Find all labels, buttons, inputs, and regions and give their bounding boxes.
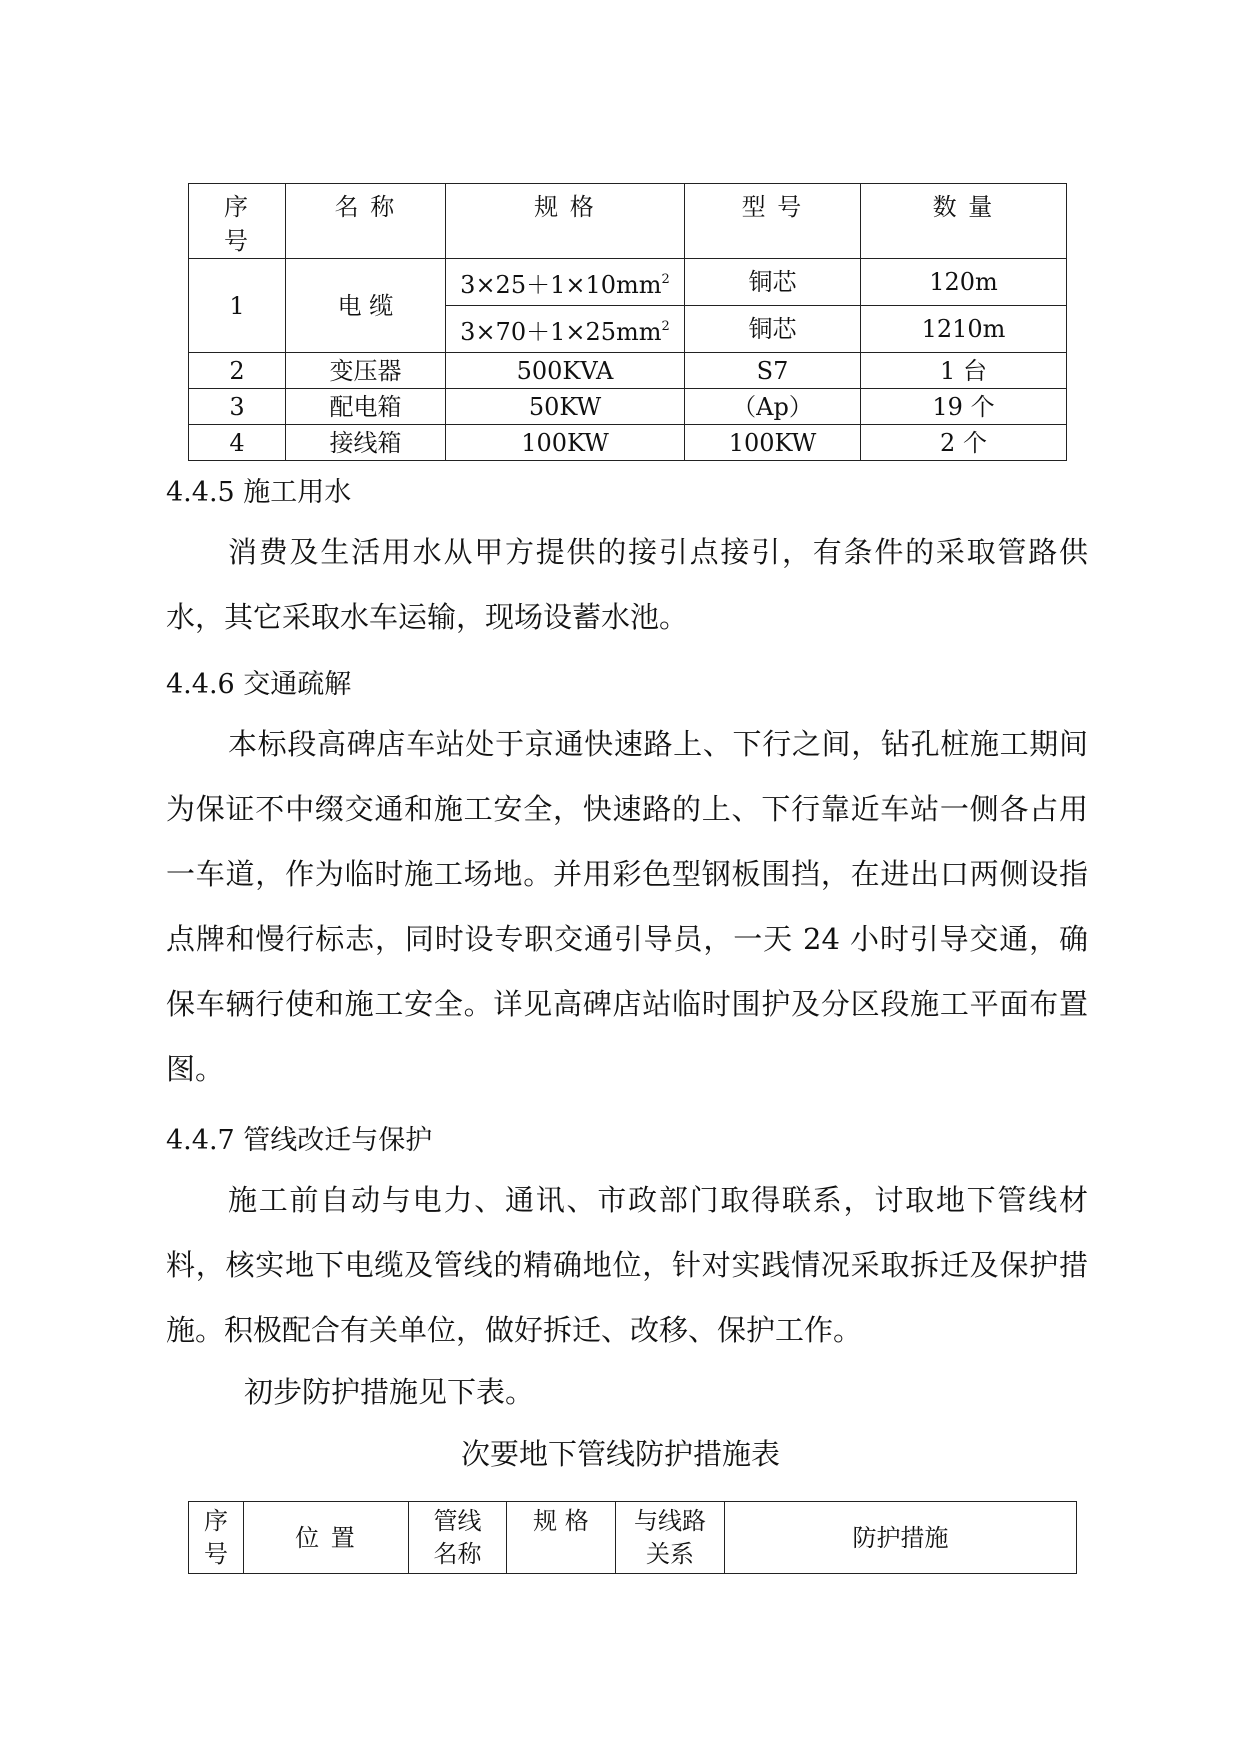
- header-no: 序号: [189, 1502, 244, 1574]
- header-pipe-name: 管线名称: [409, 1502, 507, 1574]
- header-location: 位 置: [244, 1502, 409, 1574]
- cell-qty: 1210m: [861, 306, 1067, 353]
- header-relation: 与线路关系: [616, 1502, 725, 1574]
- cell-type: （Ap）: [685, 389, 861, 425]
- section-heading-446: 4.4.6 交通疏解: [166, 669, 352, 700]
- header-spec: 规 格: [446, 184, 685, 259]
- cell-type: S7: [685, 353, 861, 389]
- paragraph-447: 施工前自动与电力、通讯、市政部门取得联系，讨取地下管线材料，核实地下电缆及管线的精确地位，针对实践情况采取拆迁及保护措施。积极配合有关单位，做好拆迁、改移、保护工作。: [166, 1183, 1088, 1347]
- equipment-table: [188, 183, 1067, 461]
- section-heading-445: 4.4.5 施工用水: [166, 477, 352, 508]
- cell-spec: 500KVA: [446, 353, 685, 389]
- header-qty: 数 量: [861, 184, 1067, 259]
- cell-spec: $3\times 70+1\times 25mm^2$: [446, 306, 685, 353]
- header-measures: 防护措施: [725, 1502, 1077, 1574]
- table-header-row: [189, 1502, 1077, 1574]
- cell-qty: 120m: [861, 259, 1067, 306]
- cell-qty: 1 台: [861, 353, 1067, 389]
- table-row: [189, 389, 1067, 425]
- cell-spec: 100KW: [446, 425, 685, 461]
- paragraph-446: 本标段高碑店车站处于京通快速路上、下行之间，钻孔桩施工期间为保证不中缀交通和施工安全，快速路的上、下行靠近车站一侧各占用一车道，作为临时施工场地。并用彩色型钢板围挡，在进出口两侧设指点牌和慢行标志，同时设专职交通引导员，一天 24 小时引导交通，确保车辆行使和施工安全。详见高碑店站临时围护及分区段施工平面布置图。: [166, 727, 1088, 1086]
- cell-type: 铜芯: [685, 259, 861, 306]
- header-type: 型 号: [685, 184, 861, 259]
- cell-qty: 2 个: [861, 425, 1067, 461]
- cell-name: 配电箱: [286, 389, 446, 425]
- pipe-table-title: 次要地下管线防护措施表: [460, 1437, 780, 1471]
- cell-name: 接线箱: [286, 425, 446, 461]
- cell-name: 变压器: [286, 353, 446, 389]
- cell-type: 铜芯: [685, 306, 861, 353]
- cell-no: 1: [189, 259, 286, 353]
- pipe-protection-table: [188, 1501, 1077, 1574]
- cell-spec: 50KW: [446, 389, 685, 425]
- table-header-row: [189, 184, 1067, 259]
- header-name: 名 称: [286, 184, 446, 259]
- cell-qty: 19 个: [861, 389, 1067, 425]
- cell-spec: $3\times 25+1\times 10mm^2$: [446, 259, 685, 306]
- cell-name: 电 缆: [286, 259, 446, 353]
- table-intro-note: 初步防护措施见下表。: [244, 1375, 535, 1409]
- header-no: 序号: [189, 184, 286, 259]
- cell-no: 3: [189, 389, 286, 425]
- table-row: [189, 353, 1067, 389]
- cell-no: 4: [189, 425, 286, 461]
- paragraph-445: 消费及生活用水从甲方提供的接引点接引，有条件的采取管路供水，其它采取水车运输，现场设蓄水池。: [166, 535, 1088, 634]
- cell-no: 2: [189, 353, 286, 389]
- header-spec: 规 格: [507, 1502, 616, 1574]
- section-heading-447: 4.4.7 管线改迁与保护: [166, 1125, 433, 1156]
- table-row: [189, 259, 1067, 306]
- cell-type: 100KW: [685, 425, 861, 461]
- table-row: [189, 425, 1067, 461]
